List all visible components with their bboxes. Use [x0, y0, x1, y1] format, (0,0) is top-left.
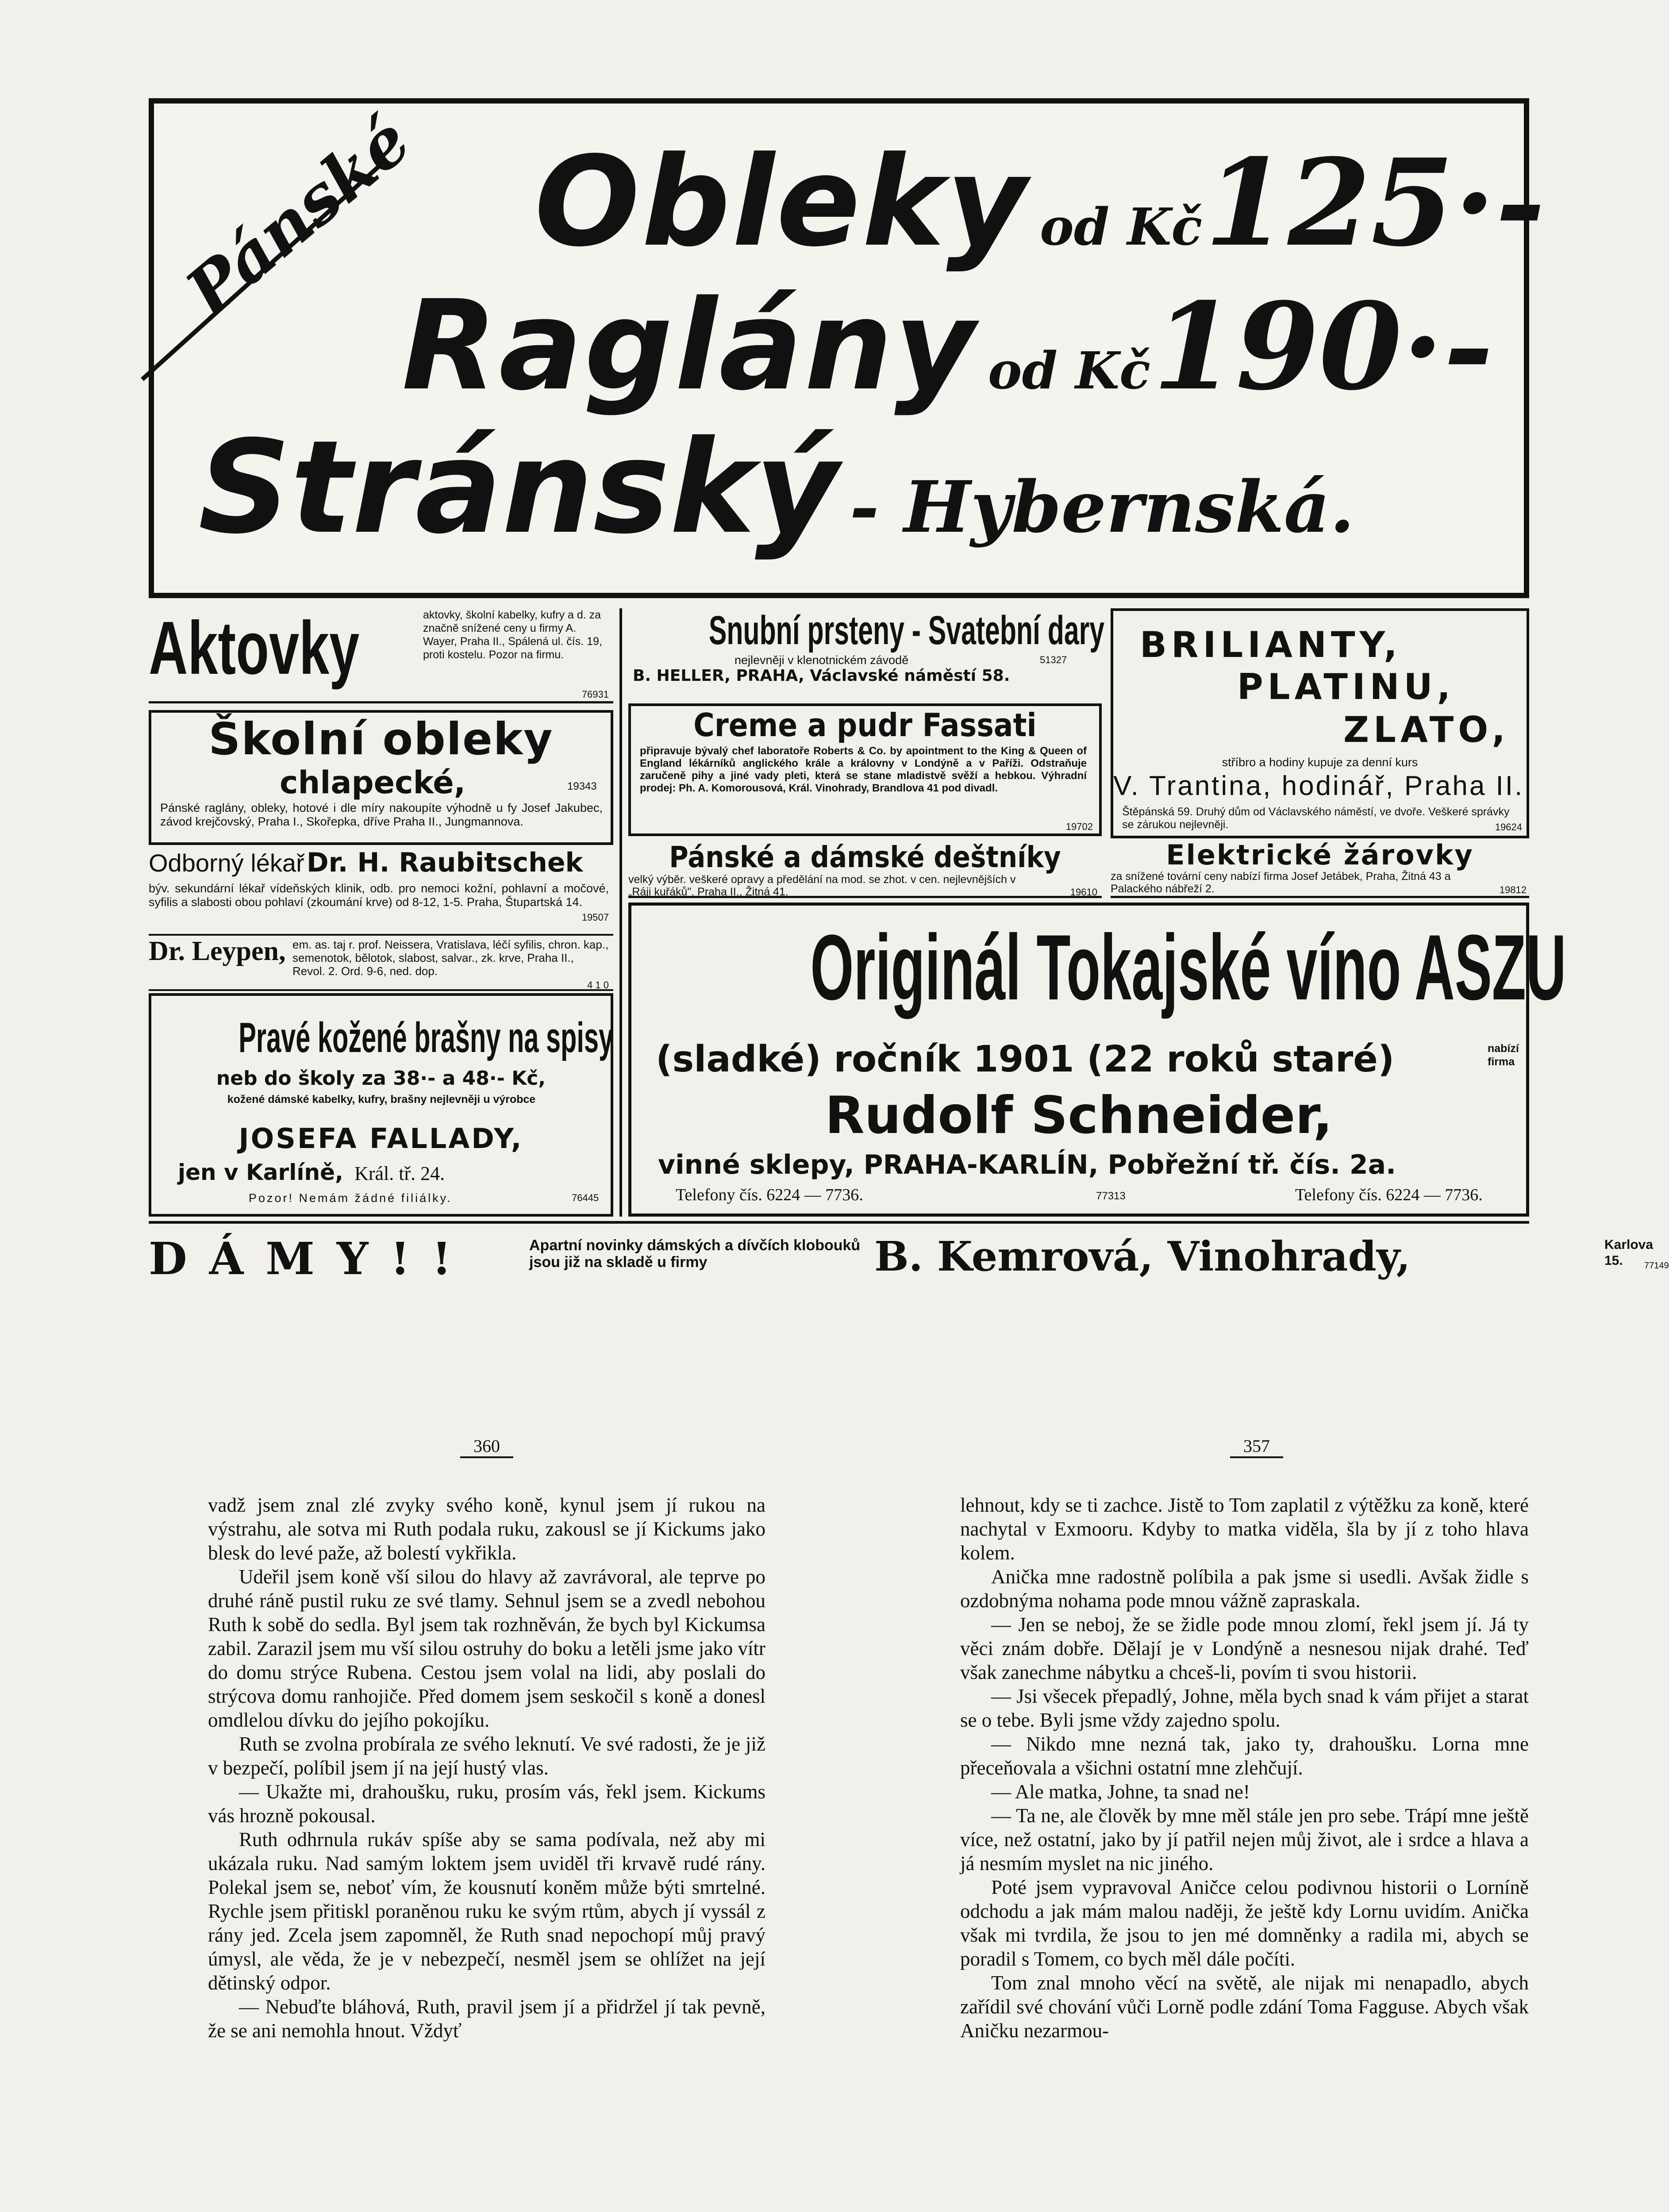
banner-raglany-price: 190·- [1153, 276, 1493, 417]
brilianty-num: 19624 [1495, 822, 1522, 833]
zarovky-text: za snížené tovární ceny nabízí firma Josef Jetábek, Praha, Žitná 43 a Palackého nábřeží 2. [1111, 870, 1451, 895]
leypen-name: Dr. Leypen, [149, 936, 286, 966]
destniky-title: Pánské a dámské deštníky [669, 840, 1061, 874]
brilianty-l3: ZLATO, [1343, 709, 1510, 750]
brilianty-l2: PLATINU, [1237, 666, 1455, 707]
right-paragraph: Tom znal mnoho věcí na světě, ale nijak mi nenapadlo, abych zařídil své chování vůči Lorně podle zdání Toma Fagguse. Abych však Aničku nezarmou- [960, 1972, 1529, 2042]
ad-brilianty [1111, 608, 1534, 838]
ad-zarovky [1111, 838, 1529, 898]
damy-title: DÁMY!! [149, 1233, 474, 1285]
zarovky-title: Elektrické žárovky [1166, 839, 1474, 871]
prsteny-num: 51327 [1040, 654, 1067, 665]
banner-obleky-price: 125·- [1204, 132, 1546, 273]
tokaj-name: Rudolf Schneider, [825, 1086, 1333, 1145]
right-text-column [960, 1493, 1529, 2212]
skolni-num: 19343 [567, 780, 597, 792]
damy-firm: B. Kemrová, Vinohrady, [874, 1233, 1411, 1280]
destniky-num: 19610 [1070, 887, 1097, 898]
ads-column-divider [619, 608, 622, 1217]
destniky-text: velký výběr. veškeré opravy a předělání na mod. se zhot. v cen. nejlevnějších v „Ráji kuřáků". Praha II., Žitná 41. [628, 873, 1016, 898]
ad-leypen [149, 936, 613, 991]
tokaj-num: 77313 [1096, 1190, 1126, 1202]
right-page-number: 357 [1230, 1436, 1283, 1458]
brasny-note: Pozor! Nemám žádné filiálky. [249, 1191, 452, 1205]
right-paragraph: — Ale matka, Johne, ta snad ne! [991, 1781, 1250, 1803]
brasny-city: jen v Karlíně, [178, 1160, 343, 1185]
raubitschek-text: býv. sekundární lékař vídeňských klinik, odb. pro nemoci kožní, pohlavní a močové, syfilis a slabosti obou pohlaví (zkoumání krve) od 8-12, 1-5. Praha, Štupartská 14. [149, 882, 609, 909]
raubitschek-lead: Odborný lékař [149, 849, 304, 877]
banner-stransky: Stránský [198, 413, 839, 562]
right-paragraph: lehnout, kdy se ti zachce. Jistě to Tom zaplatil z výtěžku za koně, které nachytal v Exmooru. Kdyby to matka viděla, šla by jí z toho hlava kolem. [960, 1494, 1529, 1564]
left-paragraph: Ruth odhrnula rukáv spíše aby se sama podívala, než aby mi ukázala ruku. Nad samým loktem jsem uviděl tři krvavě rudé rány. Polekal jsem se, neboť vím, že kousnutí koněm může býti smrtelné. Rychle jsem přitiskl poraněnou ruku ke svým rtům, abych jí vyssál z rány jed. Zcela jsem zapomněl, že Ruth snad nepochopí můj pravý úmysl, ale věda, že je v nebezpečí, nesměl jsem se ohlížet na její dětinský odpor. [208, 1828, 765, 1994]
banner-obleky-od: od Kč [1040, 197, 1203, 257]
right-paragraph: Poté jsem vypravoval Aničce celou podivnou historii o Lorníně odchodu a jak mám malou naději, že ještě kdy Lornu uvidím. Anička však mi tvrdila, že jsou to jen mé domněnky a radila mi, abych se poradil s Tomem, co bych měl dále počíti. [960, 1876, 1529, 1970]
leypen-text: em. as. taj r. prof. Neissera, Vratislava, léčí syfilis, chron. kap., semenotok, bělotok, slabost, salvar., zk. krve, Praha II., Revol. 2. Ord. 9-6, ned. dop. [292, 938, 609, 978]
banner-panske: Pánské [172, 101, 425, 331]
ad-tokaj [628, 902, 1566, 1217]
brasny-addr: Král. tř. 24. [354, 1163, 445, 1184]
skolni-text: Pánské raglány, obleky, hotové i dle míry nakoupíte výhodně u fy Josef Jakubec, závod krejčovský, Praha I., Skořepka, dříve Praha II., Jungmannova. [160, 801, 603, 828]
aktovky-num: 76931 [581, 689, 609, 700]
right-paragraph: — Ta ne, ale člověk by mne měl stále jen pro sebe. Trápí mne ještě více, než ostatní, jako by jí patřil nejen můj život, ale i srdce a hlava a já nesmím myslet na nic jiného. [960, 1805, 1529, 1874]
banner-obleky: Obleky [535, 130, 1029, 274]
damy-text: Apartní novinky dámských a dívčích klobouků jsou již na skladě u firmy [529, 1237, 861, 1271]
ad-raubitschek [149, 847, 613, 936]
prsteny-firm: B. HELLER, PRAHA, Václavské náměstí 58. [633, 667, 1010, 685]
aktovky-title: Aktovky [149, 606, 360, 690]
fassati-text: připravuje bývalý chef laboratoře Roberts & Co. by apointment to the King & Queen of England lékárníků anglického krále a královny v Londýně a v Paříži. Odstraňuje zaručeně pihy a jiné vady pleti, která se stane mladistvě svěží a hebkou. Výhradní prodej: Ph. A. Komorousová, Král. Vinohrady, Brandlova 41 pod divadl. [640, 745, 1087, 794]
brilianty-l4: stříbro a hodiny kupuje za denní kurs [1222, 756, 1418, 769]
ad-fassati [628, 703, 1102, 836]
banner-raglany-od: od Kč [988, 341, 1150, 401]
brasny-line2: neb do školy za 38·- a 48·- Kč, [216, 1067, 546, 1090]
left-paragraph: Ruth se zvolna probírala ze svého leknutí. Ve své radosti, že je již v bezpečí, políbil jsem jí na její hustý vlas. [208, 1733, 765, 1779]
tokaj-line2: (sladké) ročník 1901 (22 roků staré) [656, 1038, 1395, 1080]
left-paragraph: vadž jsem znal zlé zvyky svého koně, kynul jsem jí rukou na výstrahu, ale sotva mi Ruth podala ruku, zakousl se jí Kickums jako blesk do levé paže, až bolestí vykřikla. [208, 1494, 765, 1564]
leypen-num: 4 1 0 [587, 979, 609, 991]
zarovky-num: 19812 [1499, 884, 1527, 895]
prsteny-title: Snubní prsteny - Svatební dary [708, 608, 1105, 653]
ad-aktovky [149, 608, 613, 703]
skolni-title: Školní obleky [208, 713, 554, 765]
ad-destniky [628, 841, 1102, 898]
right-paragraph: — Jsi všecek přepadlý, Johne, měla bych snad k vám přijet a starat se o tebe. Byli jsme vždy zajedno spolu. [960, 1685, 1529, 1731]
right-paragraph: — Nikdo mne nezná tak, jako ty, drahoušku. Lorna mne přeceňovala a všichni ostatní mne zlehčují. [960, 1733, 1529, 1779]
tokaj-tel-left: Telefony čís. 6224 — 7736. [676, 1186, 863, 1204]
brilianty-l6: Štěpánská 59. Druhý dům od Václavského náměstí, ve dvoře. Veškeré správky se zárukou nejlevněji. [1122, 806, 1510, 831]
brasny-num: 76445 [572, 1192, 599, 1203]
tokaj-line4: vinné sklepy, PRAHA-KARLÍN, Pobřežní tř. čís. 2a. [658, 1149, 1396, 1180]
banner-ad [149, 98, 1546, 598]
banner-raglany: Raglány [402, 274, 977, 418]
skolni-subtitle: chlapecké, [280, 764, 466, 801]
brilianty-l5: V. Trantina, hodinář, Praha II., [1113, 771, 1534, 801]
damy-num: 77149 [1644, 1261, 1669, 1271]
ad-prsteny [628, 608, 1105, 697]
left-paragraph: Udeřil jsem koně vší silou do hlavy až zavrávoral, ale teprve po druhé ráně pustil ruku ze své tlamy. Sehnul jsem se a zvedl nebohou Ruth k sobě do sedla. Byl jsem tak rozhněván, že bych byl Kickumsa zabil. Zarazil jsem mu vší silou ostruhy do boku a letěli jsme jako vítr do domu strýce Rubena. Cestou jsem volal na lidi, aby poslali do strýcova domu ranhojiče. Před domem jsem seskočil s koně a donesl omdlelou dívku do jejího pokojíku. [208, 1566, 765, 1731]
tokaj-offers: nabízí firma [1488, 1042, 1519, 1068]
brasny-name: JOSEFA FALLADY, [238, 1122, 523, 1155]
left-page-number: 360 [460, 1436, 513, 1458]
ad-damy [149, 1221, 1669, 1287]
right-paragraph: — Jen se neboj, že se židle pode mnou zlomí, řekl jsem jí. Já ty věci znám dobře. Dělají je v Londýně a nesnesou nijak drahé. Teď však zanechme nábytku a chceš-li, povím ti svou historii. [960, 1613, 1529, 1683]
aktovky-text: aktovky, školní kabelky, kufry a d. za značně snížené ceny u firmy A. Wayer, Praha II., Spálená ul. čís. 19, proti kostelu. Pozor na firmu. [423, 609, 602, 661]
left-paragraph: — Nebuďte bláhová, Ruth, pravil jsem jí a přidržel jí tak pevně, že se ani nemohla hnout. Vždyť [208, 1996, 765, 2042]
banner-hybernska: - Hybernská. [850, 465, 1355, 549]
tokaj-title: Originál Tokajské víno ASZU [810, 915, 1566, 1019]
brasny-title: Pravé kožené brašny na spisy [238, 1014, 614, 1061]
prsteny-line: nejlevněji v klenotnickém závodě [735, 653, 909, 667]
tokaj-tel-right: Telefony čís. 6224 — 7736. [1295, 1186, 1483, 1204]
raubitschek-name: Dr. H. Raubitschek [306, 847, 583, 878]
brilianty-l1: BRILIANTY, [1140, 624, 1402, 665]
ad-brasny [149, 993, 613, 1217]
left-text-column [208, 1493, 765, 2212]
left-paragraph: — Ukažte mi, drahoušku, ruku, prosím vás, řekl jsem. Kickums vás hrozně pokousal. [208, 1781, 765, 1827]
ad-skolni-obleky [149, 710, 613, 845]
right-paragraph: Anička mne radostně políbila a pak jsme si usedli. Avšak židle s ozdobnýma nohama pode mnou vážně zapraskala. [960, 1566, 1529, 1612]
damy-addr: Karlova 15. [1604, 1237, 1654, 1268]
raubitschek-num: 19507 [581, 912, 609, 923]
brasny-line3: kožené dámské kabelky, kufry, brašny nejlevněji u výrobce [227, 1093, 536, 1106]
fassati-num: 19702 [1065, 821, 1093, 832]
fassati-title: Creme a pudr Fassati [693, 707, 1037, 744]
